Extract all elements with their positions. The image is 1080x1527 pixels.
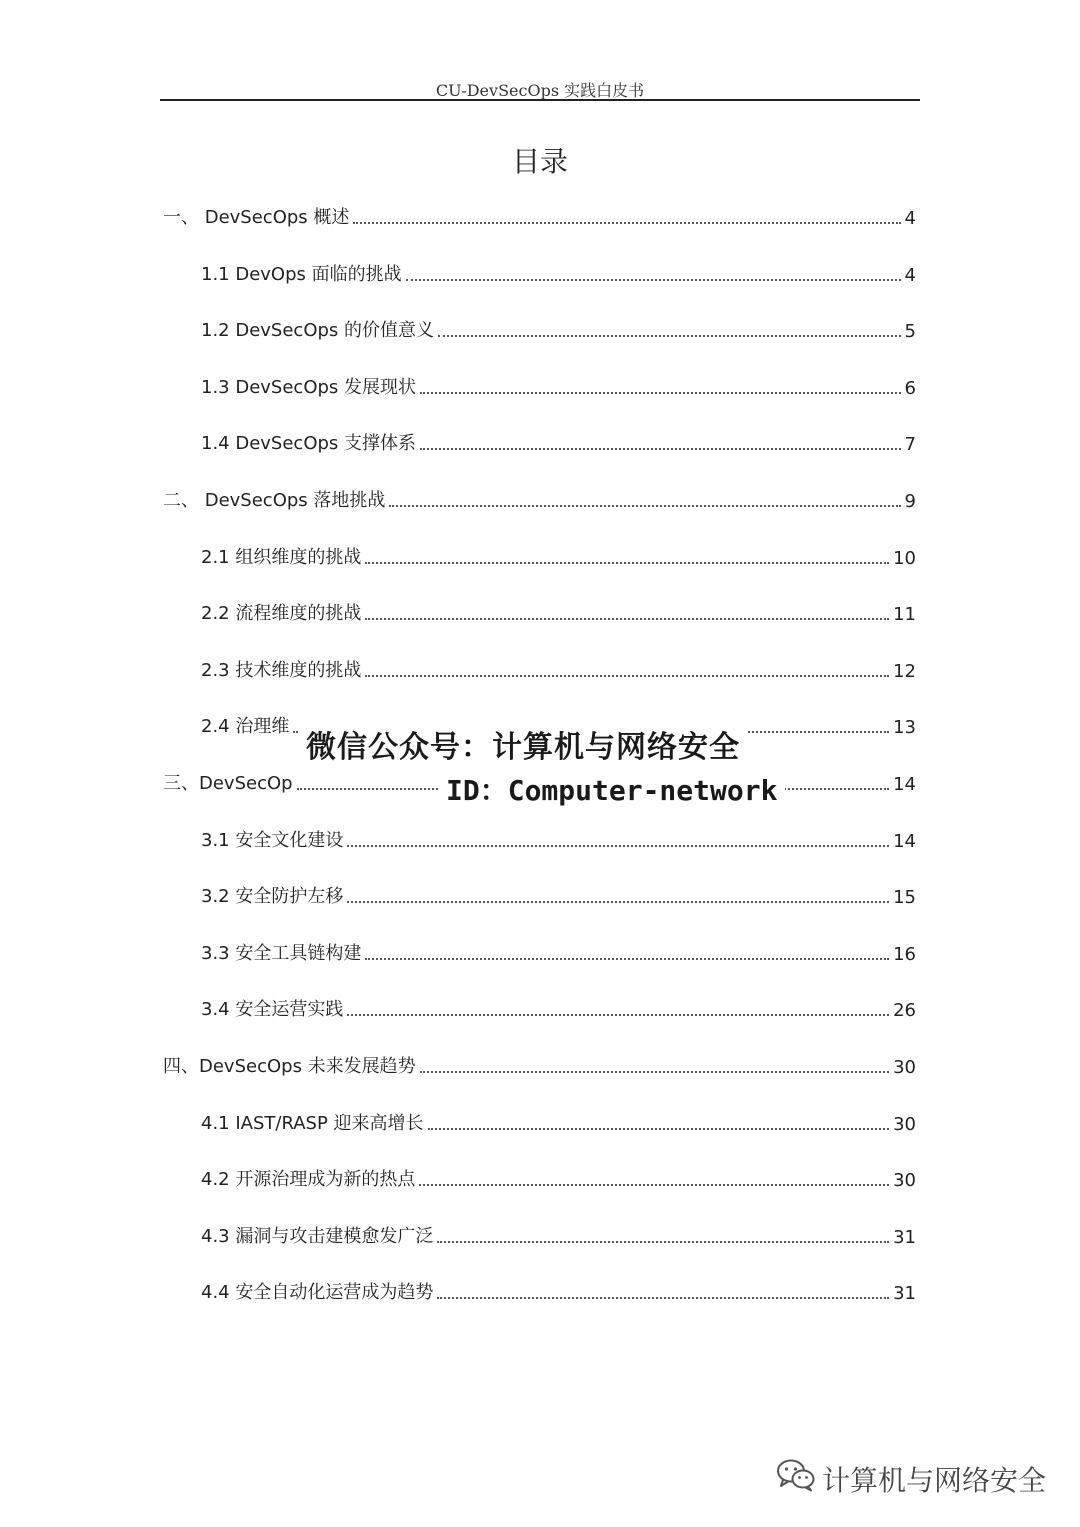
toc-leader-dots <box>420 392 901 394</box>
toc-entry-page: 10 <box>893 548 916 569</box>
toc-entry-label: 4.1 IAST/RASP 迎来高增长 <box>201 1113 424 1134</box>
toc-entry-page: 5 <box>904 321 916 342</box>
toc-entry-page: 13 <box>893 717 916 738</box>
toc-entry[interactable] <box>201 429 916 455</box>
watermark-line-1: 微信公众号：计算机与网络安全 <box>300 722 746 766</box>
toc-leader-dots <box>365 675 889 677</box>
toc-entry-page: 4 <box>904 208 916 229</box>
toc-leader-dots <box>347 845 889 847</box>
toc-leader-dots <box>420 1071 889 1073</box>
toc-entry-label: 2.1 组织维度的挑战 <box>201 547 362 568</box>
toc-entry-label: 1.4 DevSecOps 支撑体系 <box>201 433 417 454</box>
toc-entry-label: 4.2 开源治理成为新的热点 <box>201 1169 416 1190</box>
footer-watermark <box>776 1458 1046 1499</box>
toc-entry-page: 26 <box>893 1000 916 1021</box>
toc-entry-page: 30 <box>893 1170 916 1191</box>
toc-entry-page: 30 <box>893 1057 916 1078</box>
toc-entry-label: 4.3 漏洞与攻击建模愈发广泛 <box>201 1226 434 1247</box>
toc-entry[interactable] <box>201 826 916 852</box>
toc-entry-label: 3.3 安全工具链构建 <box>201 943 362 964</box>
toc-entry-page: 31 <box>893 1227 916 1248</box>
toc-title: 目录 <box>511 145 568 178</box>
toc-entry-page: 30 <box>893 1114 916 1135</box>
toc-entry-page: 9 <box>904 491 916 512</box>
toc-entry-label: 2.4 治理维 <box>201 716 290 737</box>
toc-leader-dots <box>353 222 900 224</box>
toc-entry[interactable] <box>163 486 916 512</box>
toc-leader-dots <box>437 1241 889 1243</box>
toc-entry-label: 1.1 DevOps 面临的挑战 <box>201 264 402 285</box>
toc-entry[interactable] <box>201 260 916 286</box>
toc-leader-dots <box>347 901 889 903</box>
toc-entry-page: 11 <box>893 604 916 625</box>
toc-leader-dots <box>428 1128 890 1130</box>
toc-entry[interactable] <box>201 656 916 682</box>
toc-entry-page: 12 <box>893 661 916 682</box>
toc-entry-label: 2.3 技术维度的挑战 <box>201 660 362 681</box>
footer-watermark-text: 计算机与网络安全 <box>821 1463 1046 1497</box>
toc-entry[interactable] <box>201 373 916 399</box>
toc-entry[interactable] <box>163 1052 916 1078</box>
toc-leader-dots <box>437 1297 889 1299</box>
toc-entry-label: 3.4 安全运营实践 <box>201 999 344 1020</box>
toc-entry-label: 3.1 安全文化建设 <box>201 830 344 851</box>
toc-entry-page: 15 <box>893 887 916 908</box>
toc-entry-label: 四、DevSecOps 未来发展趋势 <box>163 1056 416 1077</box>
toc-entry[interactable] <box>201 1109 916 1135</box>
toc-entry[interactable] <box>201 939 916 965</box>
toc-entry-page: 7 <box>904 434 916 455</box>
running-header: CU-DevSecOps 实践白皮书 <box>435 81 645 100</box>
toc-leader-dots <box>365 618 889 620</box>
toc-leader-dots <box>347 1014 889 1016</box>
toc-entry-label: 二、 DevSecOps 落地挑战 <box>163 490 386 511</box>
toc-entry-label: 一、 DevSecOps 概述 <box>163 207 350 228</box>
toc-entry[interactable] <box>163 203 916 229</box>
toc-leader-dots <box>389 505 900 507</box>
toc-entry-page: 4 <box>904 265 916 286</box>
toc-entry[interactable] <box>201 543 916 569</box>
toc-leader-dots <box>419 1184 889 1186</box>
toc-leader-dots <box>365 958 889 960</box>
toc-entry[interactable] <box>201 599 916 625</box>
toc-leader-dots <box>406 279 901 281</box>
toc-leader-dots <box>365 562 889 564</box>
toc-leader-dots <box>438 335 901 337</box>
toc-leader-dots <box>420 448 901 450</box>
watermark-line-2: ID：Computer-network <box>438 769 785 809</box>
toc-entry[interactable] <box>201 1278 916 1304</box>
toc-entry-label: 3.2 安全防护左移 <box>201 886 344 907</box>
toc-entry-label: 三、DevSecOp <box>163 773 293 794</box>
wechat-icon <box>776 1458 822 1499</box>
toc-entry-label: 2.2 流程维度的挑战 <box>201 603 362 624</box>
toc-entry[interactable] <box>201 882 916 908</box>
toc-entry-label: 4.4 安全自动化运营成为趋势 <box>201 1282 434 1303</box>
toc-entry[interactable] <box>201 1222 916 1248</box>
toc-entry-page: 16 <box>893 944 916 965</box>
toc-entry-page: 14 <box>893 774 916 795</box>
toc-entry-label: 1.2 DevSecOps 的价值意义 <box>201 320 435 341</box>
toc-entry-page: 6 <box>904 378 916 399</box>
toc-entry-label: 1.3 DevSecOps 发展现状 <box>201 377 417 398</box>
toc-entry-page: 14 <box>893 831 916 852</box>
toc-entry[interactable] <box>201 1165 916 1191</box>
toc-entry[interactable] <box>201 316 916 342</box>
toc-entry[interactable] <box>201 995 916 1021</box>
toc-entry-page: 31 <box>893 1283 916 1304</box>
